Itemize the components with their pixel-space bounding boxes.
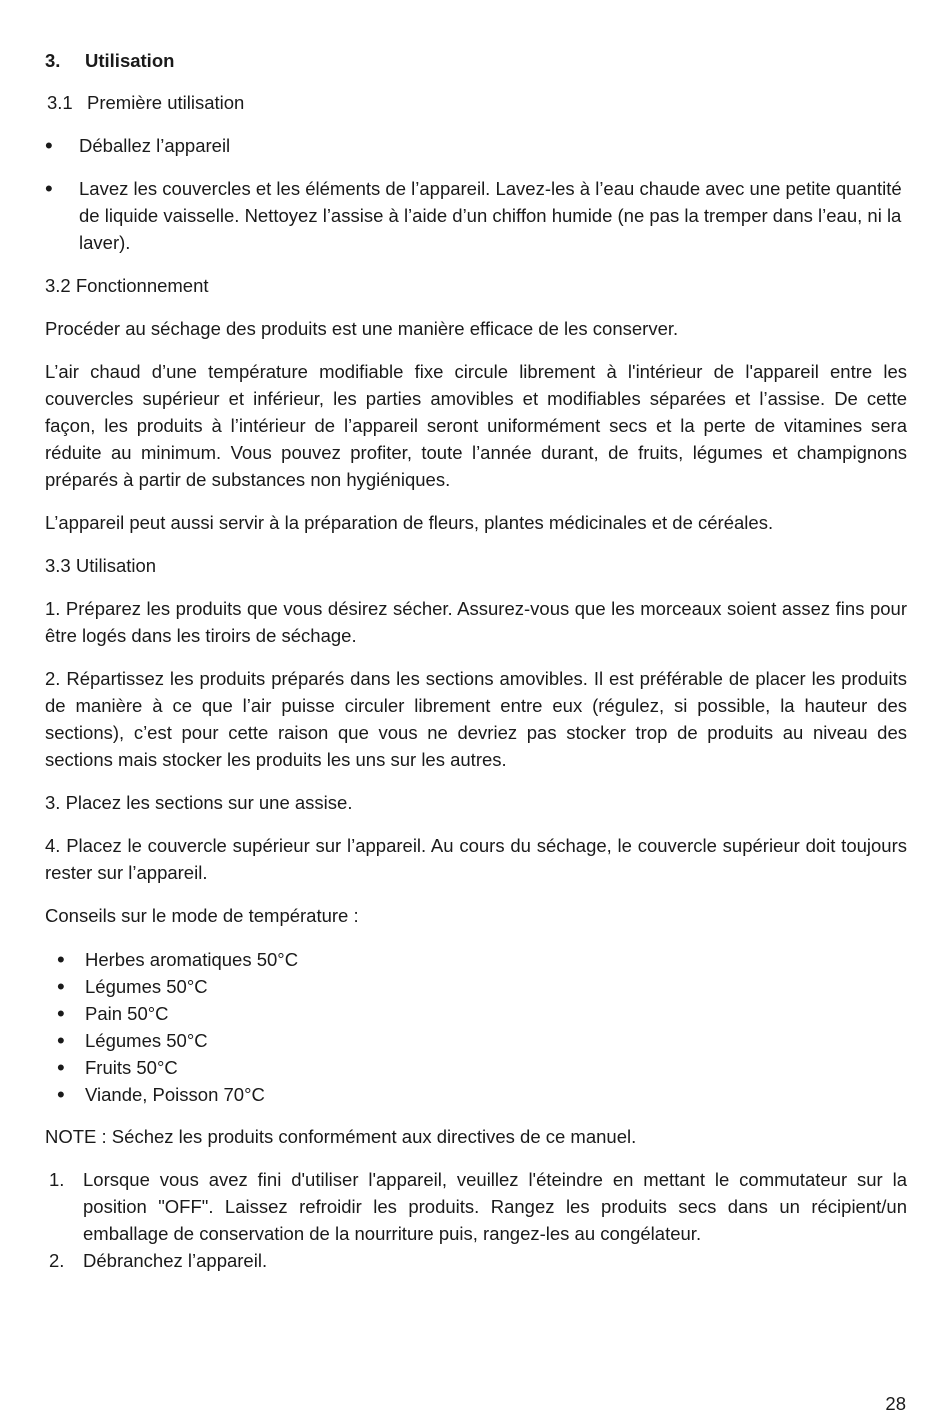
- first-use-bullet-list: [45, 132, 907, 256]
- paragraph: L’air chaud d’une température modifiable fixe circule librement à l'intérieur de l'appareil entre les couvercles supérieur et inférieur, les parties amovibles et modifiables séparées et l’assise. De cette façon, les produits à l’intérieur de l’appareil seront uniformément secs et la perte de vitamines sera réduite au minimum. Vous pouvez profiter, toute l’année durant, de fruits, légumes et champignons préparés à partir de substances non hygiéniques.: [45, 361, 907, 490]
- list-marker: 1.: [49, 1169, 65, 1190]
- paragraph: Procéder au séchage des produits est une manière efficace de les conserver.: [45, 318, 679, 339]
- list-item: • Herbes aromatiques 50°C: [45, 946, 907, 973]
- paragraph: 3. Placez les sections sur une assise.: [45, 792, 353, 813]
- section-heading: [45, 47, 907, 74]
- page-number: 28: [885, 1393, 906, 1414]
- subsection-heading-usage: 3.3 Utilisation: [45, 555, 157, 576]
- list-item: • Lavez les couvercles et les éléments de l’appareil. Lavez-les à l’eau chaude avec une petite quantité de liquide vaisselle. Nettoyez l’assise à l’aide d’un chiffon humide (ne pas la tremper dans l’eau, ni la laver).: [45, 175, 907, 256]
- subsection-heading-first-use: [45, 89, 907, 116]
- paragraph: 2. Répartissez les produits préparés dans les sections amovibles. Il est préférable de placer les produits de manière à ce que l’air puisse circuler librement entre eux (régulez, si possible, la hauteur des sections), c’est pour cette raison que vous ne devriez pas stocker trop de produits au niveau des sections mais stocker les produits les uns sur les autres.: [45, 668, 907, 770]
- list-item-text: Débranchez l’appareil.: [83, 1250, 268, 1271]
- subsection-number: 3.1: [47, 92, 73, 113]
- list-item: [45, 1247, 907, 1274]
- list-item: • Pain 50°C: [45, 1000, 907, 1027]
- final-steps-list: [45, 1166, 907, 1274]
- list-item: • Légumes 50°C: [45, 1027, 907, 1054]
- section-title: Utilisation: [85, 50, 175, 71]
- list-item-text: Lorsque vous avez fini d'utiliser l'appareil, veuillez l'éteindre en mettant le commutateur sur la position "OFF". Laissez refroidir les produits. Rangez les produits secs dans un récipient/un emballage de conservation de la nourriture puis, rangez-les au congélateur.: [83, 1169, 907, 1244]
- list-item: • Déballez l’appareil: [45, 132, 907, 159]
- subsection-title: Première utilisation: [87, 92, 245, 113]
- document-page: [45, 47, 907, 1274]
- temperature-list: [45, 946, 907, 1108]
- subsection-heading-operation: 3.2 Fonctionnement: [45, 275, 209, 296]
- list-item: • Viande, Poisson 70°C: [45, 1081, 907, 1108]
- list-item: • Légumes 50°C: [45, 973, 907, 1000]
- list-marker: 2.: [49, 1250, 65, 1271]
- paragraph: 4. Placez le couvercle supérieur sur l’appareil. Au cours du séchage, le couvercle supérieur doit toujours rester sur l’appareil.: [45, 835, 907, 883]
- list-item: • Fruits 50°C: [45, 1054, 907, 1081]
- paragraph: L’appareil peut aussi servir à la préparation de fleurs, plantes médicinales et de céréales.: [45, 512, 774, 533]
- note: NOTE : Séchez les produits conformément aux directives de ce manuel.: [45, 1126, 637, 1147]
- tips-heading: Conseils sur le mode de température :: [45, 905, 359, 926]
- list-item: [45, 1166, 907, 1247]
- section-number: 3.: [45, 50, 61, 71]
- paragraph: 1. Préparez les produits que vous désirez sécher. Assurez-vous que les morceaux soient assez fins pour être logés dans les tiroirs de séchage.: [45, 598, 907, 646]
